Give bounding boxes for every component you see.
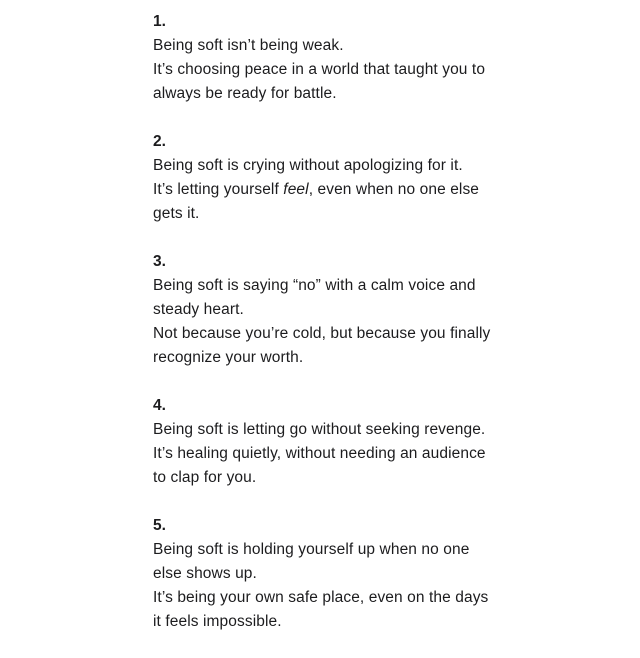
item-line: else shows up. [153, 565, 257, 582]
item-line: steady heart. [153, 301, 244, 318]
list-item [153, 10, 613, 106]
item-number: 3. [153, 253, 166, 270]
emphasis-text: feel [283, 181, 309, 198]
item-line: It’s healing quietly, without needing an audience [153, 445, 486, 462]
item-number: 5. [153, 517, 166, 534]
item-line: gets it. [153, 205, 200, 222]
list-item [153, 250, 613, 370]
item-number: 4. [153, 397, 166, 414]
item-number: 1. [153, 13, 166, 30]
item-line: always be ready for battle. [153, 85, 337, 102]
item-line: it feels impossible. [153, 613, 282, 630]
item-line: Being soft is saying “no” with a calm voice and [153, 277, 476, 294]
list-item [153, 130, 613, 226]
line-text: , even when no one else [308, 181, 480, 198]
item-line: Not because you’re cold, but because you finally [153, 325, 491, 342]
item-line: It’s being your own safe place, even on the days [153, 589, 489, 606]
list-item [153, 394, 613, 490]
item-line: recognize your worth. [153, 349, 304, 366]
item-line [153, 178, 613, 202]
line-text: It’s letting yourself [153, 181, 284, 198]
item-line: It’s choosing peace in a world that taught you to [153, 61, 486, 78]
list-item [153, 514, 613, 634]
item-line: Being soft is letting go without seeking revenge. [153, 421, 486, 438]
note-body [153, 10, 613, 658]
item-number: 2. [153, 133, 166, 150]
item-line: Being soft isn’t being weak. [153, 37, 344, 54]
item-line: to clap for you. [153, 469, 257, 486]
item-line: Being soft is crying without apologizing for it. [153, 157, 463, 174]
item-line: Being soft is holding yourself up when no one [153, 541, 470, 558]
